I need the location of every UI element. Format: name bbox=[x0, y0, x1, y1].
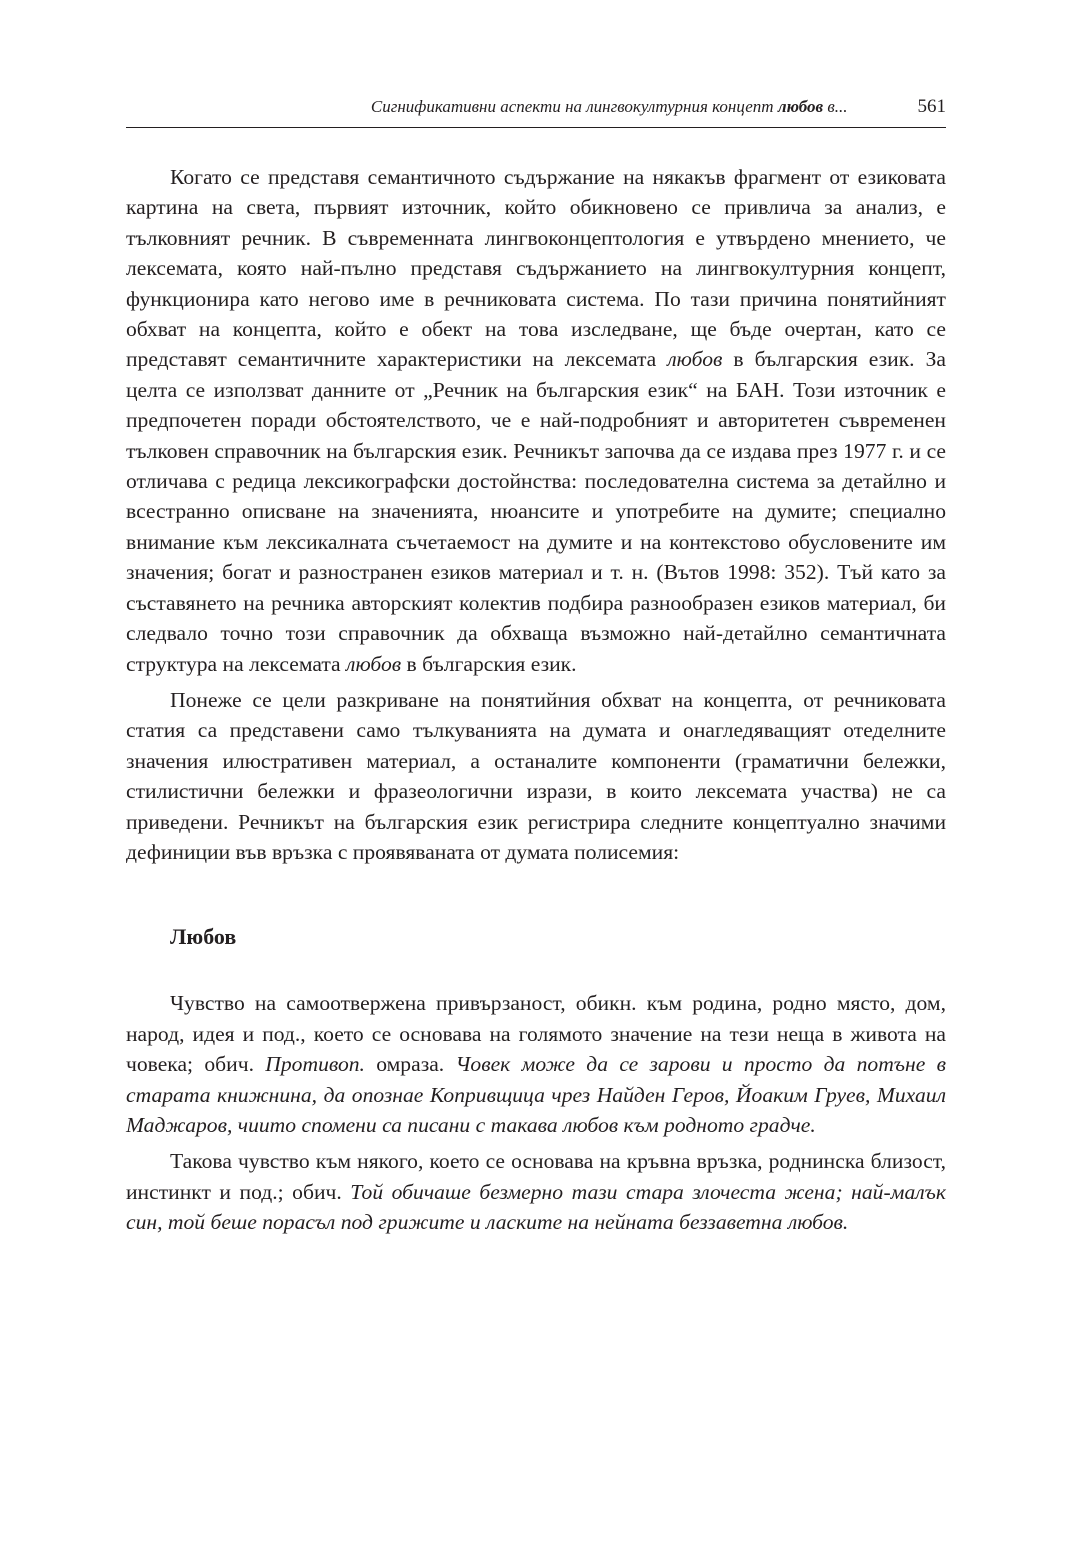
text-run: Такова чувство към някого, което се основава на кръвна връзка, роднинска близост, инстинкт и под.; обич. bbox=[126, 1149, 946, 1204]
definition-2 bbox=[126, 1146, 946, 1237]
page-number: 561 bbox=[917, 96, 946, 117]
text-run: омраза. bbox=[364, 1052, 456, 1077]
running-head bbox=[126, 96, 946, 128]
text-run-italic: любов bbox=[667, 347, 723, 372]
paragraph-1 bbox=[126, 162, 946, 679]
text-run-italic: любов bbox=[346, 651, 402, 676]
text-run-italic: Противоп. bbox=[265, 1052, 365, 1077]
definition-1 bbox=[126, 988, 946, 1140]
text-run: Понеже се цели разкриване на понятийния обхват на концепта, от речниковата статия са представени само тълкуванията на думата и онагледяващият отеделните значения илюстративен материал, а останалите компоненти (граматични бележки, стилистични бележки и фразеологични изрази, в които лексемата участва) не са приведени. Речникът на българския език регистрира следните концептуално значими дефиниции във връзка с проявяваната от думата полисемия: bbox=[126, 687, 946, 864]
text-run: в българския език. За целта се използват данните от „Речник на българския език“ на БАН. Този източник е предпочетен поради обстоятелството, че е най-подробният и авторитетен съвременен тълковен справочник на българския език. Речникът започва да се издава през 1977 г. и се отличава с редица лексикографски достойнства: последователна система за детайлно и всестранно описване на значенията, нюансите и употребите на думите; специално внимание към лексикалната съчетаемост на думите и на контекстово обусловените им значения; богат и разностранен езиков материал и т. н. (Вътов 1998: 352). Тъй като за съставянето на речника авторският колектив подбира разнообразен езиков материал, би следвало точно този справочник да обхваща възможно най-детайлно семантичната структура на лексемата bbox=[126, 347, 946, 676]
running-title bbox=[371, 97, 848, 117]
text-run: Когато се представя семантичното съдържание на някакъв фрагмент от езиковата картина на света, първият източник, който обикновено се привлича за анализ, е тълковният речник. В съвременната лингвоконцептология е утвърдено мнението, че лексемата, която най-пълно представя съдържанието на лингвокултурния концепт, функционира като негово име в речниковата система. По тази причина понятийният обхват на концепта, който е обект на това изследване, ще бъде очертан, като се представят семантичните характеристики на лексемата bbox=[126, 165, 946, 372]
paragraph-2 bbox=[126, 685, 946, 867]
running-title-suffix: в... bbox=[823, 97, 848, 116]
example-quote: Човек може да се зарови и просто да потъне в старата книжнина, да опознае Копривщица чрез Найден Геров, Йоаким Груев, Михаил Маджаров, чиито спомени са писани с такава любов към родното градче. bbox=[126, 1052, 946, 1137]
running-title-keyword: любов bbox=[777, 97, 824, 116]
text-run: в българския език. bbox=[401, 651, 577, 676]
running-title-prefix: Сигнификативни аспекти на лингвокултурния концепт bbox=[370, 97, 778, 116]
section-heading: Любов bbox=[170, 924, 237, 950]
text-run: Чувство на самоотвержена привързаност, обикн. към родина, родно място, дом, народ, идея и под., което се основава на голямото значение на тези неща в живота на човека; обич. bbox=[126, 991, 946, 1077]
page bbox=[126, 96, 946, 1244]
body-text bbox=[126, 162, 946, 1238]
example-quote: Той обичаше безмерно тази стара злочеста жена; най-малък син, той беше порасъл под грижите и ласките на нейната беззаветна любов. bbox=[126, 1179, 946, 1235]
